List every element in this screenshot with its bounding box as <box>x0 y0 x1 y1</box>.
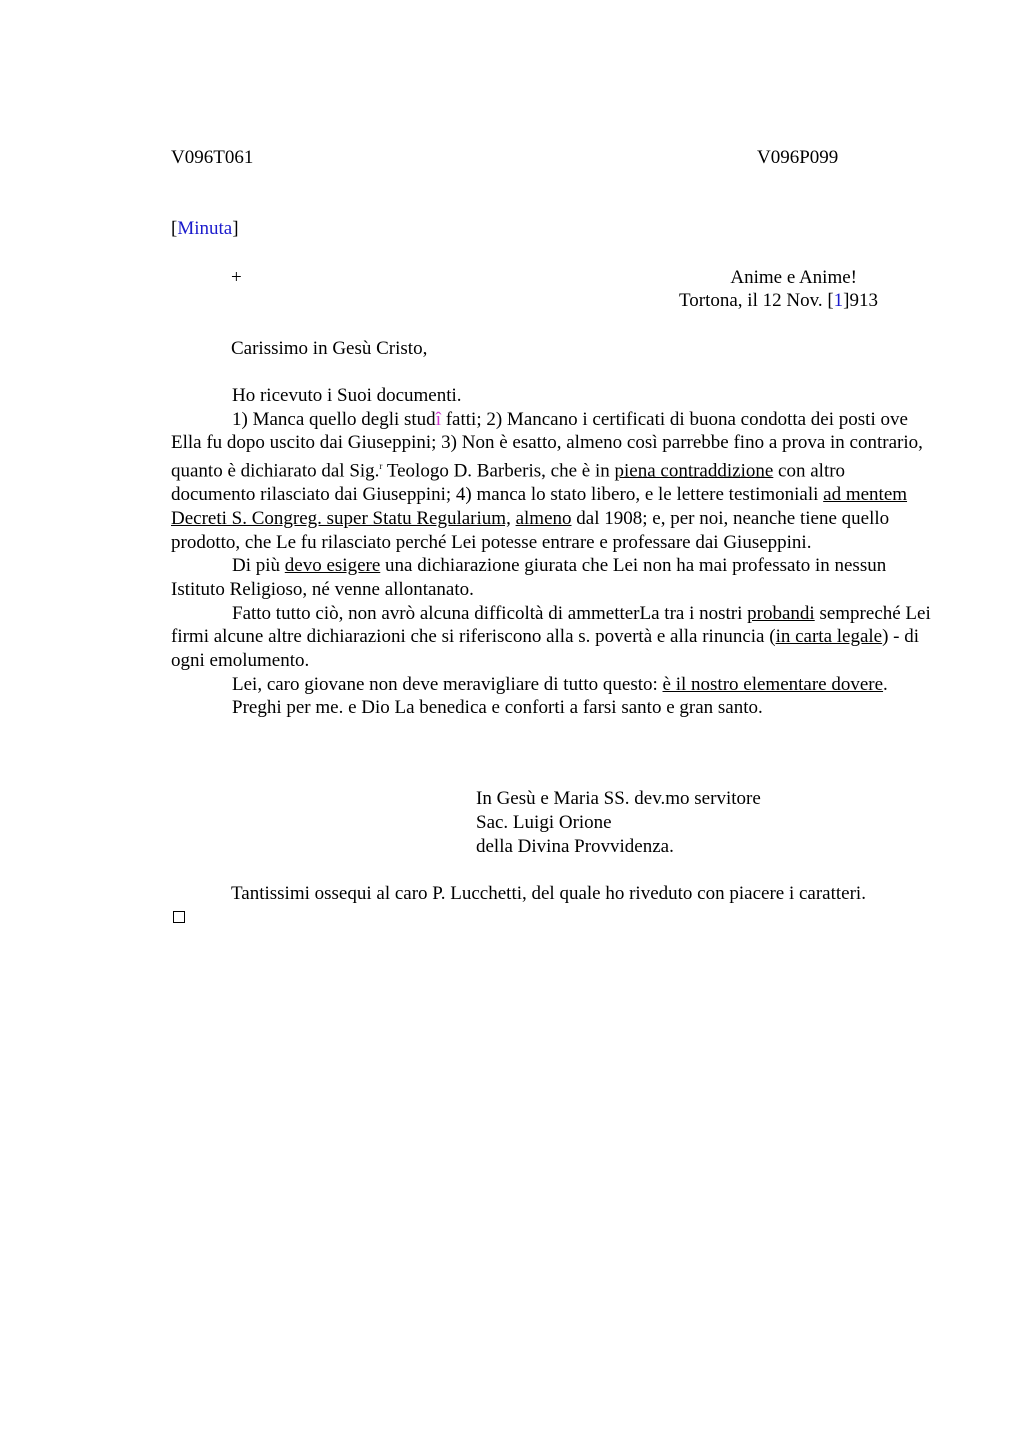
p4-text-a: Fatto tutto ciò, non avrò alcuna difficoltà di ammetterLa tra i nostri <box>232 602 748 624</box>
p2-text-f: dal 1908; e, per noi, neanche tiene quello prodotto, che Le fu rilasciato perché Lei potesse entrare e professare dai Giuseppini. <box>171 507 890 553</box>
bracket-open: [ <box>171 218 178 239</box>
p2-underline-1: piena contraddizione <box>614 460 774 482</box>
p4-text-b: sempreché Lei firmi alcune altre dichiarazioni che si riferiscono alla s. povertà e alla rinuncia ( <box>171 602 931 648</box>
date-restored-digit: 1 <box>833 290 844 311</box>
p3-text-a: Di più <box>232 555 285 577</box>
p2-text-b: fatti; 2) Mancano i certificati di buona condotta dei posti ove Ella fu dopo uscito dai Giuseppini; 3) Non è esatto, almeno così parrebbe fino a prova in contrario, quanto è dichiarato dal Sig. <box>171 408 923 482</box>
p5-text-b: . <box>883 673 888 695</box>
date-suffix: 913 <box>849 290 878 311</box>
paragraph-2 <box>171 408 931 555</box>
postscript: Tantissimi ossequi al caro P. Lucchetti, del quale ho riveduto con piacere i caratteri. <box>231 883 866 904</box>
p3-underline-1: devo esigere <box>284 555 381 577</box>
bracket-close: ] <box>232 218 239 239</box>
signature-line-3: della Divina Provvidenza. <box>476 836 674 857</box>
date-bracket-open: [ <box>827 290 834 311</box>
document-code-right: V096P099 <box>757 147 839 168</box>
minuta-label <box>171 217 239 241</box>
motto: Anime e Anime! <box>730 267 857 288</box>
signature-line-1: In Gesù e Maria SS. dev.mo servitore <box>476 788 761 809</box>
date-prefix: Tortona, il 12 Nov. <box>678 290 828 311</box>
letter-date <box>679 289 878 313</box>
p2-text-d: con altro documento rilasciato dai Giuseppini; 4) manca lo stato libero, e le lettere testimoniali <box>171 460 846 506</box>
letter-body <box>171 384 931 720</box>
p4-underline-1: probandi <box>747 602 815 624</box>
p2-text-a: 1) Manca quello degli stud <box>232 408 436 430</box>
paragraph-1: Ho ricevuto i Suoi documenti. <box>232 385 462 406</box>
paragraph-4 <box>171 602 931 673</box>
end-box-icon <box>173 911 185 923</box>
signature-line-2: Sac. Luigi Orione <box>476 812 612 833</box>
p5-text-a: Lei, caro giovane non deve meravigliare di tutto questo: <box>232 673 663 695</box>
p4-underline-2: in carta legale <box>775 626 883 648</box>
signature-block <box>476 787 761 859</box>
paragraph-5 <box>171 673 931 697</box>
p2-underline-3: almeno <box>515 507 572 529</box>
cross-symbol: + <box>231 267 242 288</box>
p2-underline-2: ad mentem Decreti S. Congreg. super Statu Regularium, <box>171 484 908 529</box>
document-code-left: V096T061 <box>171 147 254 168</box>
paragraph-6: Preghi per me. e Dio La benedica e conforti a farsi santo e gran santo. <box>232 697 763 719</box>
p5-underline-1: è il nostro elementare dovere <box>662 673 884 695</box>
salutation: Carissimo in Gesù Cristo, <box>231 338 428 359</box>
p4-text-c: ) - di ogni emolumento. <box>171 626 920 672</box>
p2-mark: î <box>435 408 441 430</box>
p3-text-b: una dichiarazione giurata che Lei non ha mai professato in nessun Istituto Religioso, né venne allontanato. <box>171 555 887 600</box>
p2-text-c: Teologo D. Barberis, che è in <box>382 460 615 482</box>
minuta-text: Minuta <box>177 218 233 239</box>
paragraph-3 <box>171 554 931 601</box>
date-bracket-close: ] <box>843 290 850 311</box>
p2-superscript: r <box>379 461 383 472</box>
